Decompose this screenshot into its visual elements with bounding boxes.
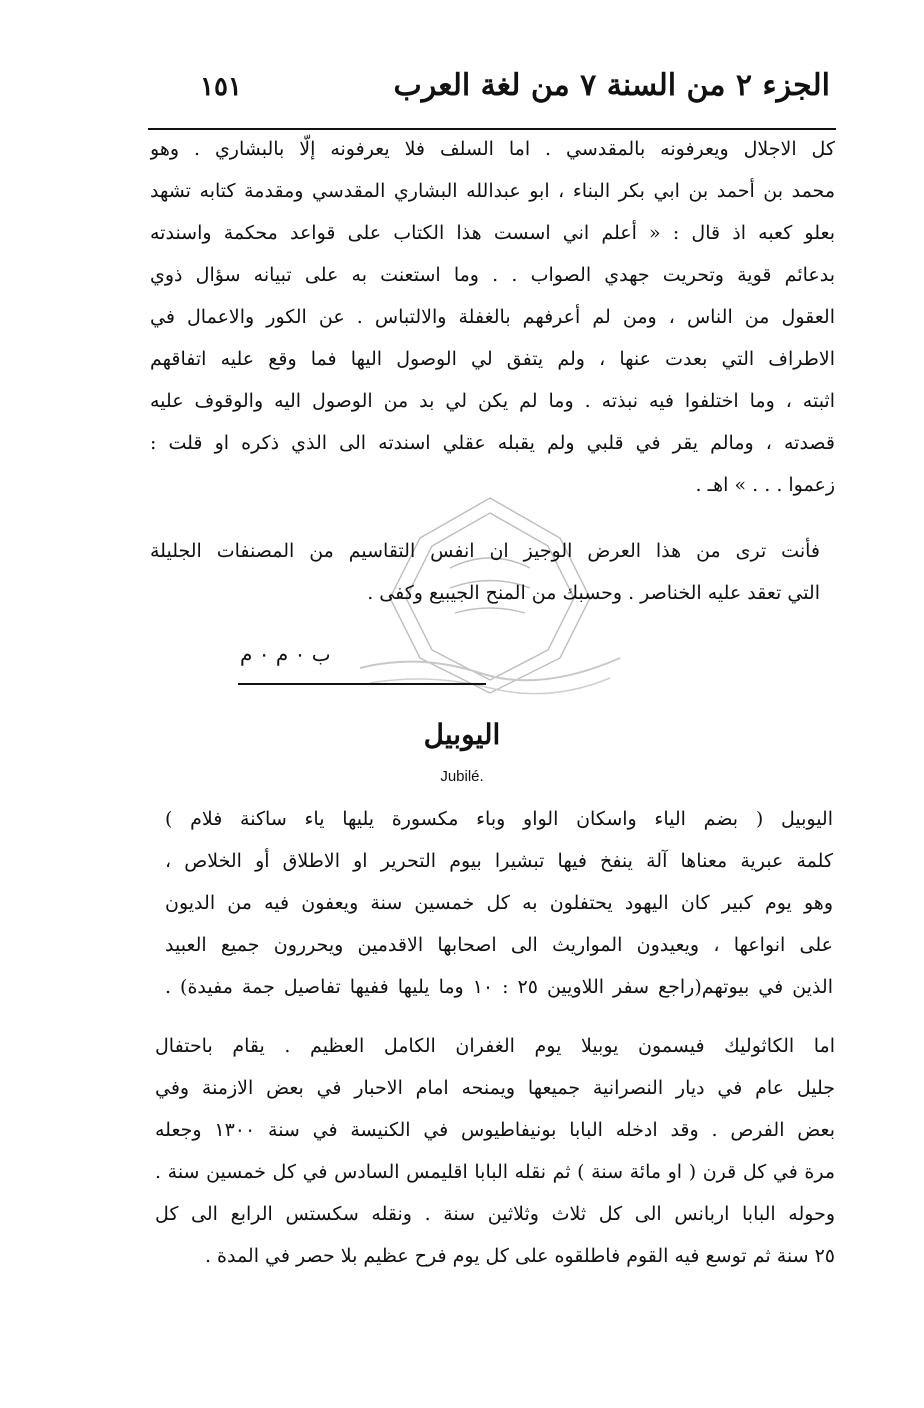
author-initials: ب ٠ م ٠ م [240,642,331,666]
paragraph-definition [165,798,833,1008]
text-line: جليل عام في ديار النصرانية جميعها ويمنحه امام الاحبار في بعض الازمنة وفي [155,1077,835,1099]
text-line: اما الكاثوليك فيسمون يوبيلا يوم الغفران الكامل العظيم . يقام باحتفال [155,1035,835,1057]
paragraph-intro [150,128,835,506]
text-line: التي تعقد عليه الخناصر . وحسبك من المنح الجيبيع وكفى . [367,582,820,604]
text-line: وحوله البابا اربانس الى كل ثلاث وثلاثين سنة . ونقله سكستس الرابع الى كل [155,1203,835,1225]
text-line: وهو يوم كبير كان اليهود يحتفلون به كل خمسين سنة ويعفون فيه من الديون [165,892,833,914]
text-line: الاطراف التي بعدت عنها ، ولم يتفق لي الوصول اليها فما وقع عليه اتفاقهم [150,348,835,370]
text-line: كل الاجلال ويعرفونه بالمقدسي . اما السلف فلا يعرفونه إلّا بالبشاري . وهو [150,138,835,160]
running-title: الجزء ٢ من السنة ٧ من لغة العرب [393,68,830,103]
text-line: زعموا . . . » اهـ . [695,474,835,496]
paragraph-history [155,1025,835,1277]
text-line: كلمة عبرية معناها آلة ينفخ فيها تبشيرا بيوم التحرير او الاطلاق أو الخلاص ، [165,850,833,872]
text-line: ٢٥ سنة ثم توسع فيه القوم فاطلقوه على كل يوم فرح عظيم بلا حصر في المدة . [204,1245,835,1267]
text-line: بدعائم قوية وتحريت جهدي الصواب . . وما استعنت به على تبيانه سؤال ذوي [150,264,835,286]
text-line: فأنت ترى من هذا العرض الوجيز ان انفس التقاسيم من المصنفات الجليلة [150,540,820,562]
page-number: ١٥١ [200,72,242,102]
text-line: قصدته ، ومالم يقر في قلبي ولم يقبله عقلي اسندته الى الذي ذكره او قلت : [150,432,835,454]
section-subheading: Jubilé. [440,768,484,785]
text-line: الذين في بيوتهم(راجع سفر اللاويين ٢٥ : ١٠ وما يليها ففيها تفاصيل جمة مفيدة) . [165,976,833,998]
text-line: محمد بن أحمد بن ابي بكر البناء ، ابو عبدالله البشاري المقدسي ومقدمة كتابه تشهد [150,180,835,202]
section-divider [238,683,486,685]
text-line: بعلو كعبه اذ قال : « أعلم اني اسست هذا الكتاب على قواعد محكمة واسندته [150,222,835,244]
text-line: مرة في كل قرن ( او مائة سنة ) ثم نقله البابا اقليمس السادس في كل خمسين سنة . [155,1161,835,1183]
text-line: على انواعها ، ويعيدون المواريث الى اصحابها الاقدمين ويحررون جميع العبيد [165,934,833,956]
text-line: بعض الفرص . وقد ادخله البابا بونيفاطيوس في الكنيسة في سنة ١٣٠٠ وجعله [155,1119,835,1141]
text-line: اثبته ، وما اختلفوا فيه نبذته . وما لم يكن لي بد من الوصول اليه والوقوف عليه [150,390,835,412]
section-heading: اليوبيل [423,718,501,751]
text-line: اليوبيل ( بضم الياء واسكان الواو وباء مكسورة يليها ياء ساكنة فلام ) [165,808,833,830]
paragraph-conclusion [150,530,820,614]
page-header [150,68,830,118]
text-line: العقول من الناس ، ومن لم أعرفهم بالغفلة والالتباس . عن الكور والاعمال في [150,306,835,328]
